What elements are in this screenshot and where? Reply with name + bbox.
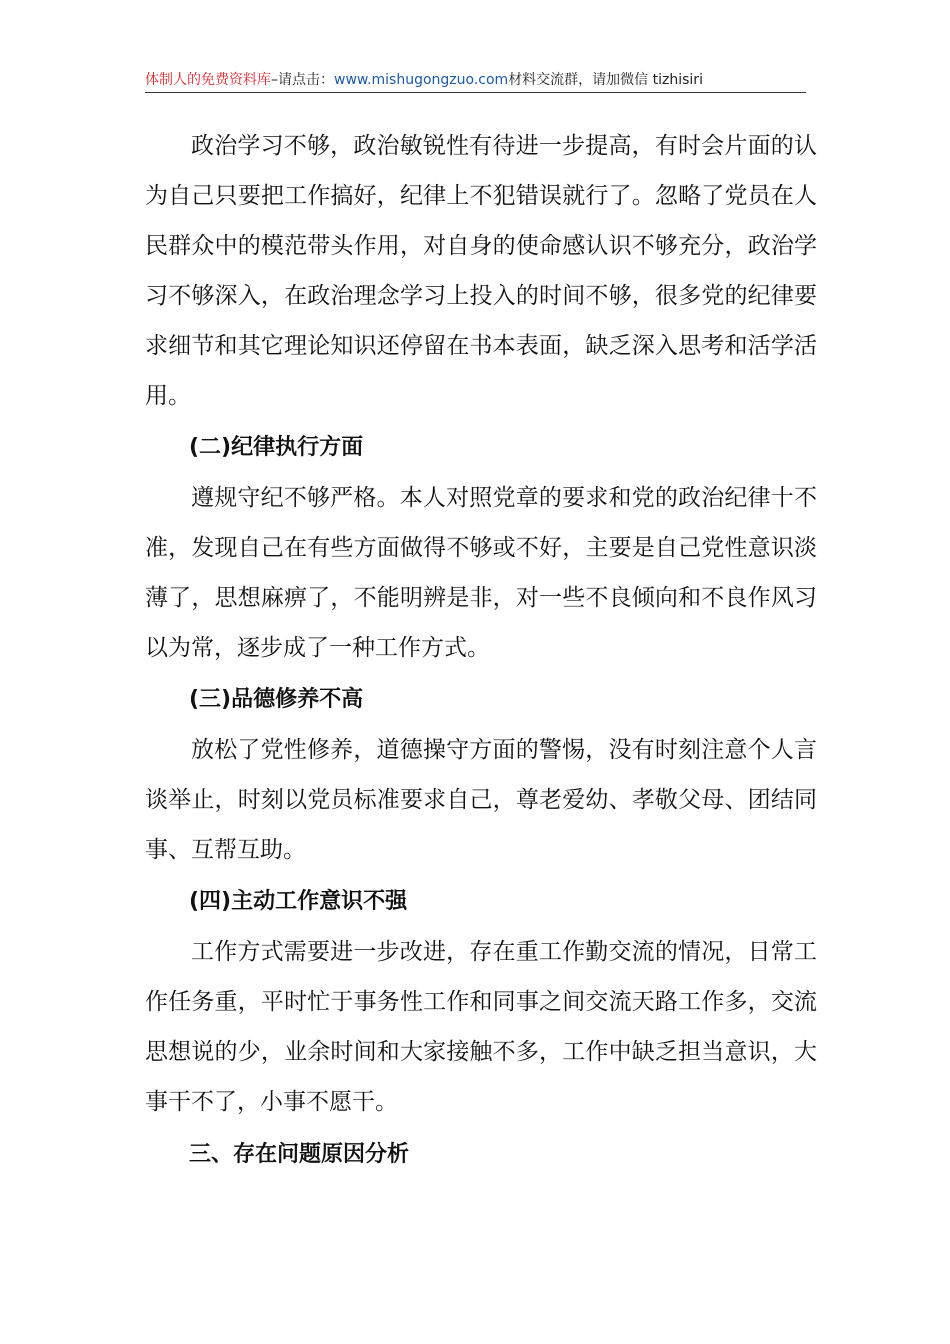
heading-morality: (三)品德修养不高 — [189, 687, 364, 712]
page-header — [145, 70, 806, 93]
paragraph-political-study: 政治学习不够，政治敏锐性有待进一步提高，有时会片面的认为自己只要把工作搞好，纪律上不犯错误就行了。忽略了党员在人民群众中的模范带头作用，对自身的使命感认识不够充分，政治学习不够深入，在政治理念学习上投入的时间不够，很多党的纪律要求细节和其它理论知识还停留在书本表面，缺乏深入思考和活学活用。 — [145, 133, 817, 409]
paragraph-discipline: 遵规守纪不够严格。本人对照党章的要求和党的政治纪律十不准，发现自己在有些方面做得不够或不好，主要是自己党性意识淡薄了，思想麻痹了，不能明辨是非，对一些不良倾向和不良作风习以为常，逐步成了一种工作方式。 — [145, 485, 817, 661]
paragraph-initiative: 工作方式需要进一步改进，存在重工作勤交流的情况，日常工作任务重，平时忙于事务性工作和同事之间交流天路工作多，交流思想说的少，业余时间和大家接触不多，工作中缺乏担当意识，大事干不了，小事不愿干。 — [145, 939, 817, 1115]
header-url-link[interactable]: www.mishugongzuo.com — [334, 72, 509, 88]
header-brand: 体制人的免费资料库 — [145, 72, 271, 88]
heading-initiative: (四)主动工作意识不强 — [189, 889, 408, 914]
header-contact: 材料交流群，请加微信 tizhisiri — [508, 72, 703, 88]
section-heading-cause-analysis: 三、存在问题原因分析 — [189, 1142, 410, 1167]
header-prompt: –请点击： — [271, 72, 334, 88]
paragraph-morality: 放松了党性修养，道德操守方面的警惕，没有时刻注意个人言谈举止，时刻以党员标准要求自己，尊老爱幼、孝敬父母、团结同事、互帮互助。 — [145, 737, 817, 863]
document-body — [145, 121, 817, 1180]
heading-discipline: (二)纪律执行方面 — [189, 435, 364, 460]
